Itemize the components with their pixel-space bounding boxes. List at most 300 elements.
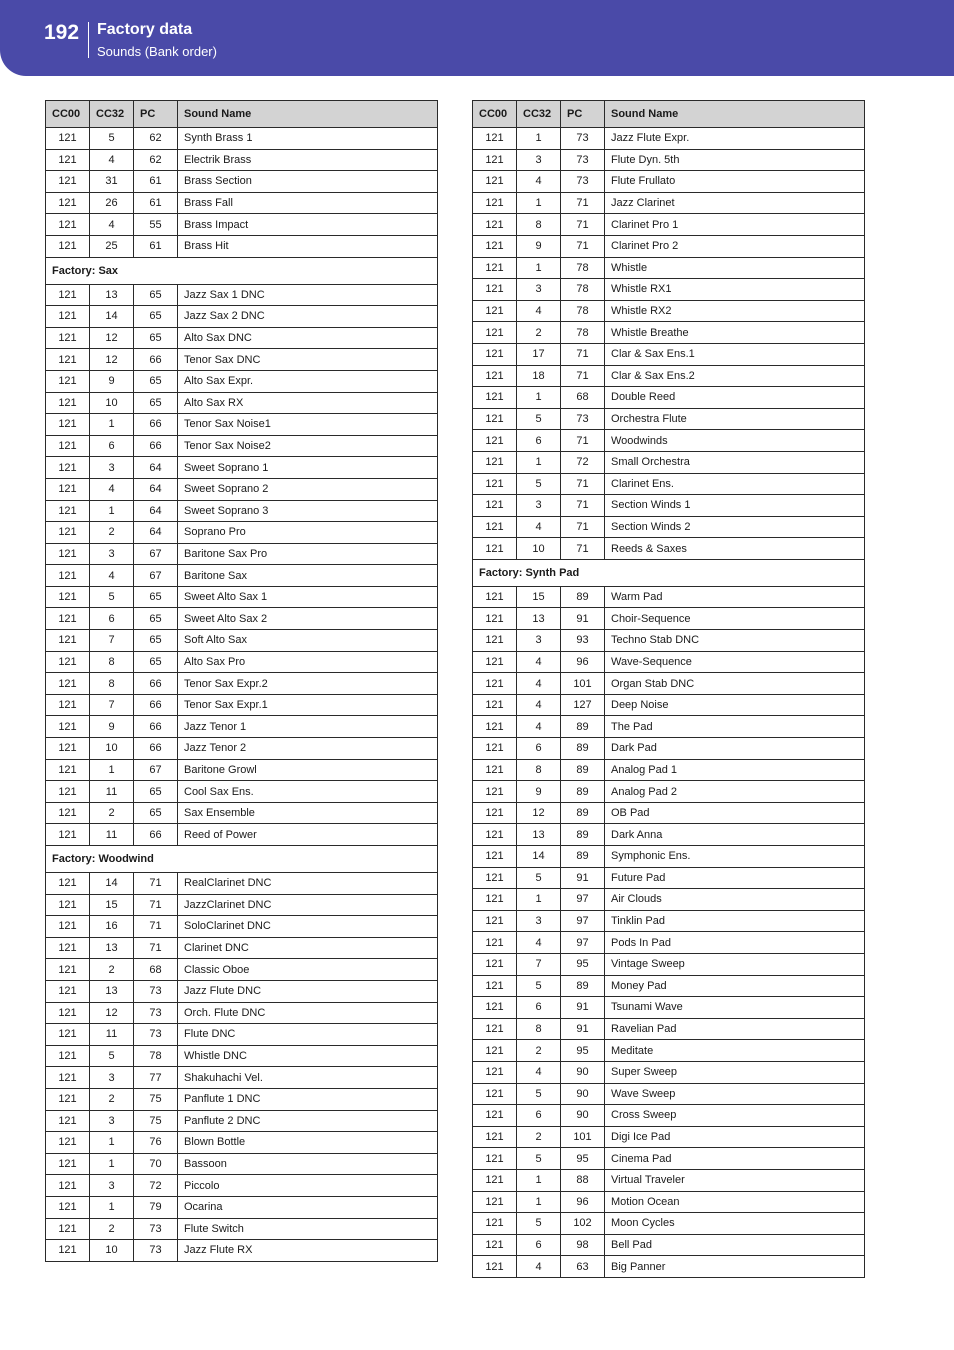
cell-cc00: 121: [473, 128, 517, 150]
table-header-row: [46, 101, 438, 128]
cell-pc: 66: [134, 824, 178, 846]
cell-pc: 66: [134, 716, 178, 738]
cell-cc00: 121: [46, 759, 90, 781]
cell-pc: 78: [134, 1045, 178, 1067]
cell-sound-name: Tinklin Pad: [605, 910, 865, 932]
cell-cc00: 121: [473, 257, 517, 279]
cell-cc00: 121: [46, 1132, 90, 1154]
cell-pc: 64: [134, 522, 178, 544]
cell-sound-name: Clarinet Pro 1: [605, 214, 865, 236]
cell-sound-name: Double Reed: [605, 387, 865, 409]
cell-cc00: 121: [473, 365, 517, 387]
cell-cc32: 1: [90, 500, 134, 522]
table-row: [46, 630, 438, 652]
cell-sound-name: Wave-Sequence: [605, 651, 865, 673]
cell-cc32: 9: [90, 716, 134, 738]
cell-sound-name: Brass Section: [178, 171, 438, 193]
table-row: [46, 392, 438, 414]
table-row: [46, 916, 438, 938]
cell-cc32: 7: [90, 630, 134, 652]
table-row: [46, 1002, 438, 1024]
cell-cc32: 8: [90, 673, 134, 695]
cell-pc: 78: [561, 300, 605, 322]
table-row: [473, 343, 865, 365]
cell-cc32: 5: [517, 473, 561, 495]
table-row: [46, 873, 438, 895]
cell-cc00: 121: [473, 586, 517, 608]
cell-sound-name: Ocarina: [178, 1196, 438, 1218]
table-row: [46, 1218, 438, 1240]
table-row: [473, 1040, 865, 1062]
cell-sound-name: Deep Noise: [605, 694, 865, 716]
cell-cc32: 6: [517, 997, 561, 1019]
cell-sound-name: Moon Cycles: [605, 1213, 865, 1235]
cell-cc00: 121: [46, 543, 90, 565]
cell-pc: 73: [561, 171, 605, 193]
cell-pc: 76: [134, 1132, 178, 1154]
cell-cc00: 121: [46, 1153, 90, 1175]
cell-cc00: 121: [46, 1110, 90, 1132]
cell-cc00: 121: [473, 1169, 517, 1191]
table-row: [473, 889, 865, 911]
cell-cc32: 4: [517, 516, 561, 538]
table-row: [46, 284, 438, 306]
cell-sound-name: Flute DNC: [178, 1024, 438, 1046]
cell-sound-name: Jazz Flute DNC: [178, 980, 438, 1002]
cell-sound-name: Alto Sax Pro: [178, 651, 438, 673]
cell-sound-name: Jazz Sax 2 DNC: [178, 306, 438, 328]
cell-pc: 97: [561, 932, 605, 954]
cell-sound-name: Motion Ocean: [605, 1191, 865, 1213]
cell-cc32: 13: [90, 980, 134, 1002]
cell-cc32: 13: [517, 608, 561, 630]
cell-sound-name: Reeds & Saxes: [605, 538, 865, 560]
cell-pc: 71: [561, 473, 605, 495]
cell-cc00: 121: [46, 873, 90, 895]
cell-sound-name: Synth Brass 1: [178, 128, 438, 150]
cell-cc32: 1: [517, 451, 561, 473]
cell-cc00: 121: [46, 327, 90, 349]
table-row: [473, 630, 865, 652]
table-row: [46, 522, 438, 544]
cell-cc00: 121: [46, 349, 90, 371]
table-row: [46, 1240, 438, 1262]
cell-cc00: 121: [473, 1018, 517, 1040]
cell-cc00: 121: [46, 651, 90, 673]
cell-cc00: 121: [473, 608, 517, 630]
cell-cc32: 1: [517, 192, 561, 214]
table-row: [46, 738, 438, 760]
category-header-row: [46, 846, 438, 873]
cell-cc00: 121: [473, 716, 517, 738]
cell-cc32: 7: [517, 953, 561, 975]
cell-pc: 71: [561, 538, 605, 560]
cell-cc00: 121: [473, 538, 517, 560]
cell-cc00: 121: [473, 630, 517, 652]
cell-pc: 66: [134, 694, 178, 716]
header-divider: [88, 22, 89, 58]
table-row: [473, 802, 865, 824]
column-header-sound-name: Sound Name: [605, 101, 865, 128]
cell-cc32: 4: [90, 214, 134, 236]
cell-pc: 97: [561, 889, 605, 911]
cell-cc00: 121: [46, 414, 90, 436]
cell-cc32: 7: [90, 694, 134, 716]
cell-cc00: 121: [473, 149, 517, 171]
table-row: [473, 1018, 865, 1040]
cell-pc: 67: [134, 565, 178, 587]
cell-sound-name: OB Pad: [605, 802, 865, 824]
cell-pc: 89: [561, 824, 605, 846]
cell-cc00: 121: [46, 586, 90, 608]
cell-pc: 72: [561, 451, 605, 473]
cell-sound-name: Flute Dyn. 5th: [605, 149, 865, 171]
cell-pc: 71: [561, 235, 605, 257]
cell-cc00: 121: [473, 451, 517, 473]
cell-sound-name: Bell Pad: [605, 1234, 865, 1256]
cell-pc: 89: [561, 846, 605, 868]
table-row: [46, 478, 438, 500]
cell-cc32: 2: [90, 802, 134, 824]
cell-pc: 89: [561, 975, 605, 997]
cell-pc: 65: [134, 630, 178, 652]
cell-pc: 78: [561, 322, 605, 344]
cell-sound-name: Section Winds 2: [605, 516, 865, 538]
cell-sound-name: Analog Pad 2: [605, 781, 865, 803]
category-header-row: [46, 257, 438, 284]
table-row: [473, 538, 865, 560]
cell-sound-name: Tenor Sax Noise1: [178, 414, 438, 436]
cell-pc: 71: [561, 365, 605, 387]
cell-pc: 65: [134, 651, 178, 673]
table-row: [46, 1067, 438, 1089]
cell-cc00: 121: [473, 846, 517, 868]
cell-sound-name: Sweet Soprano 3: [178, 500, 438, 522]
cell-sound-name: Pods In Pad: [605, 932, 865, 954]
cell-pc: 70: [134, 1153, 178, 1175]
category-label: Factory: Synth Pad: [473, 559, 865, 586]
table-row: [46, 500, 438, 522]
cell-pc: 67: [134, 759, 178, 781]
cell-sound-name: Alto Sax RX: [178, 392, 438, 414]
cell-pc: 102: [561, 1213, 605, 1235]
cell-cc32: 4: [517, 932, 561, 954]
cell-cc32: 5: [90, 1045, 134, 1067]
cell-cc32: 1: [517, 1191, 561, 1213]
cell-cc32: 4: [517, 1061, 561, 1083]
table-row: [46, 759, 438, 781]
page-subtitle: Sounds (Bank order): [97, 44, 217, 59]
cell-pc: 65: [134, 392, 178, 414]
cell-sound-name: Cool Sax Ens.: [178, 781, 438, 803]
cell-cc00: 121: [46, 435, 90, 457]
cell-cc00: 121: [46, 306, 90, 328]
cell-sound-name: Whistle RX1: [605, 279, 865, 301]
cell-sound-name: Clarinet Ens.: [605, 473, 865, 495]
cell-sound-name: Sweet Soprano 1: [178, 457, 438, 479]
cell-cc00: 121: [46, 959, 90, 981]
cell-cc32: 10: [517, 538, 561, 560]
cell-cc00: 121: [473, 910, 517, 932]
cell-cc32: 1: [517, 889, 561, 911]
cell-sound-name: Symphonic Ens.: [605, 846, 865, 868]
cell-cc00: 121: [46, 478, 90, 500]
cell-pc: 67: [134, 543, 178, 565]
cell-sound-name: Sweet Alto Sax 2: [178, 608, 438, 630]
table-row: [473, 257, 865, 279]
table-row: [473, 932, 865, 954]
cell-cc00: 121: [473, 408, 517, 430]
cell-cc32: 9: [517, 781, 561, 803]
cell-sound-name: Reed of Power: [178, 824, 438, 846]
cell-cc32: 1: [517, 387, 561, 409]
cell-cc00: 121: [46, 522, 90, 544]
cell-pc: 65: [134, 586, 178, 608]
cell-sound-name: Flute Switch: [178, 1218, 438, 1240]
cell-sound-name: Clarinet Pro 2: [605, 235, 865, 257]
cell-cc00: 121: [473, 1083, 517, 1105]
cell-cc32: 10: [90, 392, 134, 414]
cell-cc00: 121: [46, 171, 90, 193]
table-row: [46, 327, 438, 349]
cell-cc32: 12: [90, 327, 134, 349]
cell-sound-name: Meditate: [605, 1040, 865, 1062]
cell-sound-name: Warm Pad: [605, 586, 865, 608]
cell-sound-name: Tsunami Wave: [605, 997, 865, 1019]
cell-cc32: 1: [90, 414, 134, 436]
cell-cc00: 121: [473, 673, 517, 695]
cell-cc32: 10: [90, 738, 134, 760]
cell-cc00: 121: [473, 1105, 517, 1127]
column-header-pc: PC: [561, 101, 605, 128]
cell-pc: 61: [134, 171, 178, 193]
cell-pc: 66: [134, 673, 178, 695]
cell-sound-name: Alto Sax DNC: [178, 327, 438, 349]
cell-pc: 66: [134, 738, 178, 760]
cell-cc00: 121: [473, 867, 517, 889]
cell-cc00: 121: [46, 716, 90, 738]
table-row: [473, 651, 865, 673]
cell-pc: 71: [134, 937, 178, 959]
table-row: [46, 349, 438, 371]
table-row: [473, 1148, 865, 1170]
cell-sound-name: Jazz Flute RX: [178, 1240, 438, 1262]
table-row: [473, 781, 865, 803]
cell-sound-name: Brass Hit: [178, 235, 438, 257]
cell-cc00: 121: [473, 235, 517, 257]
cell-cc00: 121: [46, 781, 90, 803]
cell-cc32: 4: [90, 149, 134, 171]
cell-pc: 66: [134, 414, 178, 436]
cell-pc: 89: [561, 716, 605, 738]
cell-sound-name: Dark Anna: [605, 824, 865, 846]
cell-cc32: 12: [90, 1002, 134, 1024]
cell-cc00: 121: [46, 824, 90, 846]
cell-cc00: 121: [46, 894, 90, 916]
table-row: [473, 365, 865, 387]
table-row: [473, 953, 865, 975]
cell-pc: 89: [561, 759, 605, 781]
table-row: [46, 171, 438, 193]
table-row: [473, 997, 865, 1019]
cell-sound-name: Whistle: [605, 257, 865, 279]
table-row: [473, 846, 865, 868]
cell-cc32: 4: [90, 565, 134, 587]
cell-cc00: 121: [473, 1191, 517, 1213]
cell-pc: 75: [134, 1088, 178, 1110]
cell-cc32: 8: [517, 1018, 561, 1040]
cell-cc32: 11: [90, 781, 134, 803]
table-row: [46, 673, 438, 695]
cell-cc00: 121: [46, 192, 90, 214]
cell-sound-name: Big Panner: [605, 1256, 865, 1278]
table-row: [473, 1061, 865, 1083]
table-row: [473, 1169, 865, 1191]
table-row: [46, 1110, 438, 1132]
cell-sound-name: Alto Sax Expr.: [178, 370, 438, 392]
cell-pc: 73: [561, 149, 605, 171]
table-row: [473, 149, 865, 171]
cell-cc32: 3: [90, 1067, 134, 1089]
cell-cc00: 121: [473, 651, 517, 673]
cell-cc32: 11: [90, 824, 134, 846]
category-label: Factory: Sax: [46, 257, 438, 284]
cell-cc00: 121: [473, 430, 517, 452]
table-row: [46, 1088, 438, 1110]
cell-pc: 64: [134, 457, 178, 479]
cell-cc32: 4: [517, 171, 561, 193]
cell-pc: 91: [561, 608, 605, 630]
cell-sound-name: Woodwinds: [605, 430, 865, 452]
table-row: [46, 457, 438, 479]
cell-pc: 66: [134, 435, 178, 457]
cell-cc32: 4: [517, 694, 561, 716]
cell-cc32: 6: [90, 608, 134, 630]
cell-cc32: 12: [517, 802, 561, 824]
table-row: [46, 543, 438, 565]
cell-sound-name: Sweet Soprano 2: [178, 478, 438, 500]
cell-cc32: 2: [90, 959, 134, 981]
cell-cc00: 121: [46, 1088, 90, 1110]
cell-cc00: 121: [473, 824, 517, 846]
table-row: [473, 694, 865, 716]
cell-sound-name: Orch. Flute DNC: [178, 1002, 438, 1024]
cell-pc: 101: [561, 1126, 605, 1148]
table-row: [473, 673, 865, 695]
cell-sound-name: Air Clouds: [605, 889, 865, 911]
cell-pc: 73: [134, 1002, 178, 1024]
table-row: [46, 959, 438, 981]
cell-pc: 93: [561, 630, 605, 652]
cell-cc00: 121: [473, 387, 517, 409]
cell-sound-name: Super Sweep: [605, 1061, 865, 1083]
cell-pc: 66: [134, 349, 178, 371]
table-row: [473, 214, 865, 236]
cell-sound-name: Tenor Sax Expr.1: [178, 694, 438, 716]
cell-cc32: 8: [90, 651, 134, 673]
cell-cc32: 3: [90, 1175, 134, 1197]
cell-sound-name: Orchestra Flute: [605, 408, 865, 430]
cell-sound-name: Analog Pad 1: [605, 759, 865, 781]
column-header-cc00: CC00: [46, 101, 90, 128]
table-row: [46, 1153, 438, 1175]
cell-cc32: 5: [517, 867, 561, 889]
table-body-left: [46, 128, 438, 1262]
cell-cc32: 13: [90, 284, 134, 306]
table-row: [46, 1045, 438, 1067]
cell-sound-name: Small Orchestra: [605, 451, 865, 473]
cell-pc: 96: [561, 1191, 605, 1213]
cell-pc: 73: [134, 980, 178, 1002]
table-row: [46, 306, 438, 328]
cell-sound-name: Choir-Sequence: [605, 608, 865, 630]
cell-pc: 71: [561, 343, 605, 365]
cell-cc32: 3: [517, 910, 561, 932]
cell-cc32: 1: [90, 1196, 134, 1218]
table-row: [473, 516, 865, 538]
table-row: [473, 716, 865, 738]
cell-pc: 68: [134, 959, 178, 981]
cell-pc: 65: [134, 327, 178, 349]
cell-pc: 64: [134, 478, 178, 500]
table-row: [473, 608, 865, 630]
cell-cc32: 1: [90, 1132, 134, 1154]
cell-cc32: 5: [90, 586, 134, 608]
cell-sound-name: Techno Stab DNC: [605, 630, 865, 652]
cell-cc32: 13: [90, 937, 134, 959]
cell-cc00: 121: [46, 980, 90, 1002]
cell-sound-name: SoloClarinet DNC: [178, 916, 438, 938]
cell-cc00: 121: [46, 802, 90, 824]
cell-sound-name: Classic Oboe: [178, 959, 438, 981]
cell-pc: 71: [134, 873, 178, 895]
table-row: [473, 1083, 865, 1105]
cell-sound-name: Ravelian Pad: [605, 1018, 865, 1040]
cell-cc32: 5: [517, 1213, 561, 1235]
cell-cc00: 121: [46, 738, 90, 760]
cell-cc32: 16: [90, 916, 134, 938]
cell-sound-name: Clar & Sax Ens.1: [605, 343, 865, 365]
cell-cc32: 2: [517, 1040, 561, 1062]
cell-sound-name: Blown Bottle: [178, 1132, 438, 1154]
cell-pc: 98: [561, 1234, 605, 1256]
cell-cc32: 2: [90, 522, 134, 544]
table-row: [473, 192, 865, 214]
table-row: [473, 975, 865, 997]
cell-cc32: 31: [90, 171, 134, 193]
cell-sound-name: Jazz Clarinet: [605, 192, 865, 214]
cell-cc32: 6: [90, 435, 134, 457]
cell-cc32: 9: [517, 235, 561, 257]
page-number: 192: [44, 21, 80, 44]
column-header-cc00: CC00: [473, 101, 517, 128]
table-row: [46, 214, 438, 236]
table-row: [473, 171, 865, 193]
cell-cc32: 10: [90, 1240, 134, 1262]
table-row: [473, 1105, 865, 1127]
cell-pc: 78: [561, 279, 605, 301]
cell-sound-name: Dark Pad: [605, 738, 865, 760]
cell-cc00: 121: [46, 1240, 90, 1262]
cell-cc00: 121: [473, 975, 517, 997]
cell-sound-name: RealClarinet DNC: [178, 873, 438, 895]
table-row: [473, 322, 865, 344]
cell-pc: 75: [134, 1110, 178, 1132]
table-row: [473, 738, 865, 760]
cell-pc: 89: [561, 738, 605, 760]
cell-pc: 71: [561, 192, 605, 214]
cell-sound-name: Jazz Tenor 1: [178, 716, 438, 738]
